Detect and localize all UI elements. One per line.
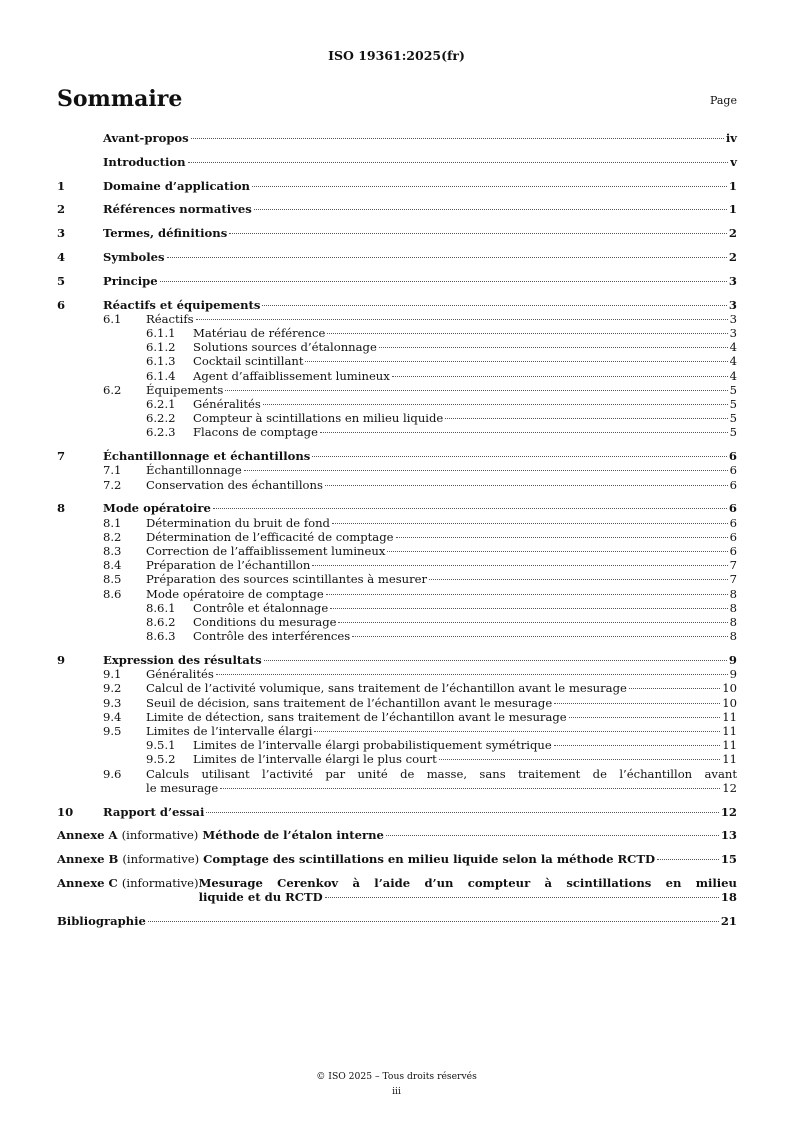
toc-title: Réactifs <box>146 311 194 326</box>
annex-heading <box>57 852 655 866</box>
dot-leader <box>167 257 727 258</box>
toc-entry-s6[interactable] <box>57 298 737 312</box>
toc-number: 8 <box>57 501 66 516</box>
dot-leader <box>554 745 721 746</box>
toc-entry-s9-5-2[interactable] <box>57 752 737 766</box>
toc-title: Détermination de l’efficacité de comptage <box>146 529 394 544</box>
toc-title: Échantillonnage <box>146 463 242 478</box>
dot-leader <box>263 404 728 405</box>
dot-leader <box>429 579 728 580</box>
toc-page: 6 <box>729 544 737 559</box>
toc-title: Domaine d’application <box>103 178 250 193</box>
toc-page: 5 <box>729 397 737 411</box>
document-header: ISO 19361:2025(fr) <box>328 48 465 63</box>
dot-leader <box>264 660 727 661</box>
toc-page: 3 <box>728 297 737 312</box>
toc-title: Contrôle et étalonnage <box>193 600 329 615</box>
toc-number: 5 <box>57 273 66 288</box>
toc-page: 21 <box>720 914 737 929</box>
dot-leader <box>254 209 727 210</box>
page-footer <box>0 1069 793 1099</box>
title-row <box>57 86 737 114</box>
toc-entry-s7-2[interactable] <box>57 478 737 492</box>
toc-page: 12 <box>720 804 737 819</box>
dot-leader <box>312 456 727 457</box>
toc-title: Matériau de référence <box>193 325 326 340</box>
toc-title: Conservation des échantillons <box>146 477 323 492</box>
toc-page: 6 <box>728 449 737 464</box>
toc-entry-s8-6-2[interactable] <box>57 615 737 629</box>
toc-title: Références normatives <box>103 202 252 217</box>
toc-number: 9.5.1 <box>146 738 176 753</box>
toc-entry-s9-4[interactable] <box>57 710 737 724</box>
toc-page: 9 <box>728 653 737 668</box>
toc-page: 1 <box>728 178 737 193</box>
toc-page: 4 <box>729 368 737 383</box>
dot-leader <box>396 537 728 538</box>
table-of-contents <box>57 123 737 928</box>
toc-page: 3 <box>729 325 737 340</box>
toc-title: Comptage des scintillations en milieu liquide selon la méthode RCTD <box>203 852 656 867</box>
dot-leader <box>325 897 719 898</box>
toc-entry-s9-6[interactable] <box>57 767 737 795</box>
toc-title: Calcul de l’activité volumique, sans traitement de l’échantillon avant le mesurage <box>146 681 627 696</box>
toc-title: Contrôle des interférences <box>193 629 351 644</box>
toc-title: Préparation des sources scintillantes à mesurer <box>146 572 428 587</box>
toc-page: iv <box>725 131 737 145</box>
toc-title: Seuil de décision, sans traitement de l’échantillon avant le mesurage <box>146 695 553 710</box>
toc-page: 8 <box>729 615 737 630</box>
toc-page: 4 <box>729 354 737 369</box>
toc-page: 6 <box>729 529 737 544</box>
toc-entry-s8-5[interactable] <box>57 572 737 586</box>
toc-title: Limites de l’intervalle élargi probabilistiquement symétrique <box>193 738 552 753</box>
dot-leader <box>332 523 728 524</box>
toc-page: 6 <box>729 463 737 478</box>
toc-entry-s10[interactable] <box>57 805 737 819</box>
toc-page: 13 <box>720 828 737 843</box>
dot-leader <box>191 138 724 139</box>
toc-entry-s8-6-1[interactable] <box>57 601 737 615</box>
toc-entry-s6-2-3[interactable] <box>57 425 737 439</box>
toc-title-line-1: Calculs utilisant l’activité par unité de masse, sans traitement de l’échantillon avant <box>146 766 737 781</box>
toc-title: Agent d’affaiblissement lumineux <box>193 368 390 383</box>
annex-type: (informative) <box>122 852 200 867</box>
toc-number: 8.3 <box>103 544 122 559</box>
toc-number: 8.2 <box>103 529 122 544</box>
copyright-notice: © ISO 2025 – Tous droits réservés <box>316 1071 477 1082</box>
toc-entry-bibliography[interactable] <box>57 914 737 928</box>
page-column-label: Page <box>709 94 737 107</box>
toc-entry-s6-1-3[interactable] <box>57 354 737 368</box>
toc-entry-s9-2[interactable] <box>57 681 737 695</box>
toc-title: Expression des résultats <box>103 653 262 668</box>
toc-page: 18 <box>720 890 737 905</box>
toc-title: Rapport d’essai <box>103 804 205 819</box>
toc-number: 1 <box>57 178 66 193</box>
toc-page: 2 <box>728 226 737 241</box>
toc-entry-annex-a[interactable] <box>57 828 737 842</box>
toc-number: 4 <box>57 249 66 264</box>
toc-entry-s9-3[interactable] <box>57 696 737 710</box>
dot-leader <box>320 432 728 433</box>
toc-number: 6.2 <box>103 382 122 397</box>
toc-title: Cocktail scintillant <box>193 354 304 369</box>
toc-title: Équipements <box>146 382 224 397</box>
toc-number: 6.2.1 <box>146 397 176 411</box>
toc-page: 3 <box>728 273 737 288</box>
toc-title: Introduction <box>103 154 186 169</box>
toc-page: 9 <box>729 667 737 682</box>
toc-page: 6 <box>729 477 737 492</box>
toc-title: Méthode de l’étalon interne <box>202 828 384 843</box>
toc-number: 6.1.4 <box>146 368 176 383</box>
dot-leader <box>252 186 727 187</box>
toc-entry-s2[interactable] <box>57 202 737 216</box>
dot-leader <box>327 333 727 334</box>
toc-title: Détermination du bruit de fond <box>146 515 330 530</box>
dot-leader <box>325 485 728 486</box>
toc-entry-s8-4[interactable] <box>57 558 737 572</box>
annex-label: Annexe B <box>57 852 119 867</box>
toc-page: 2 <box>728 249 737 264</box>
dot-leader <box>439 759 720 760</box>
toc-entry-s6-1[interactable] <box>57 312 737 326</box>
dot-leader <box>196 319 728 320</box>
dot-leader <box>220 788 720 789</box>
toc-title-line-1: Mesurage Cerenkov à l’aide d’un compteur à scintillations en milieu <box>198 876 737 891</box>
toc-entry-s6-2-1[interactable] <box>57 397 737 411</box>
toc-number: 6.1.2 <box>146 340 176 355</box>
dot-leader <box>206 812 719 813</box>
toc-page: 6 <box>728 501 737 516</box>
toc-page: v <box>730 154 737 169</box>
toc-number: 9 <box>57 653 66 668</box>
dot-leader <box>305 361 727 362</box>
dot-leader <box>216 674 728 675</box>
toc-page: 12 <box>722 780 737 795</box>
toc-entry-s9-5-1[interactable] <box>57 738 737 752</box>
page-number: iii <box>392 1086 401 1097</box>
dot-leader <box>657 859 719 860</box>
toc-entry-s8[interactable] <box>57 501 737 515</box>
toc-page: 7 <box>729 572 737 587</box>
toc-number: 8.6.2 <box>146 615 176 630</box>
dot-leader <box>379 347 728 348</box>
toc-page: 8 <box>729 586 737 601</box>
toc-number: 2 <box>57 202 66 217</box>
toc-entry-annex-b[interactable] <box>57 852 737 866</box>
toc-title: Échantillonnage et échantillons <box>103 449 311 464</box>
toc-number: 6.1.3 <box>146 354 176 369</box>
toc-number: 9.4 <box>103 709 122 724</box>
annex-heading <box>57 876 199 890</box>
dot-leader <box>244 470 728 471</box>
toc-number: 10 <box>57 804 74 819</box>
toc-entry-s7[interactable] <box>57 449 737 463</box>
toc-title: Conditions du mesurage <box>193 615 337 630</box>
toc-number: 8.5 <box>103 572 122 587</box>
toc-page: 1 <box>728 202 737 217</box>
toc-page: 5 <box>729 425 737 440</box>
toc-entry-s3[interactable] <box>57 226 737 240</box>
dot-leader <box>338 622 727 623</box>
toc-page: 8 <box>729 629 737 644</box>
dot-leader <box>569 717 721 718</box>
toc-number: 8.6.1 <box>146 600 176 615</box>
toc-entry-s6-1-1[interactable] <box>57 326 737 340</box>
toc-entry-s8-3[interactable] <box>57 544 737 558</box>
toc-entry-s4[interactable] <box>57 250 737 264</box>
dot-leader <box>229 233 727 234</box>
dot-leader <box>188 162 729 163</box>
toc-entry-avant[interactable] <box>57 131 737 145</box>
toc-number: 6.2.3 <box>146 425 176 440</box>
toc-entry-s6-2[interactable] <box>57 383 737 397</box>
toc-title: Généralités <box>193 397 261 411</box>
toc-title-line-2-row <box>146 781 737 795</box>
dot-leader <box>352 636 727 637</box>
toc-number: 7.1 <box>103 463 122 478</box>
page-title: Sommaire <box>57 86 183 112</box>
toc-entry-s8-6-3[interactable] <box>57 629 737 643</box>
toc-number: 9.3 <box>103 695 122 710</box>
annex-label: Annexe A <box>57 828 118 843</box>
toc-page: 4 <box>729 340 737 355</box>
toc-page: 11 <box>722 738 737 753</box>
toc-title: Correction de l’affaiblissement lumineux <box>146 544 386 559</box>
toc-title: Solutions sources d’étalonnage <box>193 340 377 355</box>
toc-page: 11 <box>722 724 737 739</box>
dot-leader <box>392 376 728 377</box>
dot-leader <box>387 551 727 552</box>
toc-number: 9.1 <box>103 667 122 682</box>
toc-number: 9.5 <box>103 724 122 739</box>
toc-page: 15 <box>720 852 737 867</box>
toc-page: 8 <box>729 600 737 615</box>
dot-leader <box>213 508 727 509</box>
dot-leader <box>148 921 719 922</box>
annex-type: (informative) <box>121 876 199 891</box>
toc-title: Réactifs et équipements <box>103 297 261 312</box>
toc-entry-s6-1-4[interactable] <box>57 369 737 383</box>
toc-entry-s9-5[interactable] <box>57 724 737 738</box>
dot-leader <box>326 594 728 595</box>
toc-page: 5 <box>729 411 737 426</box>
toc-entry-s6-2-2[interactable] <box>57 411 737 425</box>
dot-leader <box>445 418 727 419</box>
toc-page: 3 <box>729 311 737 326</box>
toc-number: 6.1.1 <box>146 325 176 340</box>
toc-entry-s8-1[interactable] <box>57 516 737 530</box>
toc-page: 10 <box>722 695 737 710</box>
toc-title-line-2: liquide et du RCTD <box>198 890 323 905</box>
toc-number: 8.6 <box>103 586 122 601</box>
toc-title: Généralités <box>146 667 214 682</box>
annex-type: (informative) <box>121 828 199 843</box>
dot-leader <box>386 835 719 836</box>
toc-number: 3 <box>57 226 66 241</box>
toc-number: 9.6 <box>103 766 122 781</box>
toc-title: Symboles <box>103 249 165 264</box>
toc-title: Mode opératoire de comptage <box>146 586 324 601</box>
toc-number: 9.2 <box>103 681 122 696</box>
toc-page: 11 <box>722 752 737 767</box>
toc-entry-s7-1[interactable] <box>57 463 737 477</box>
toc-entry-s5[interactable] <box>57 274 737 288</box>
toc-entry-s6-1-2[interactable] <box>57 340 737 354</box>
toc-title: Limite de détection, sans traitement de l’échantillon avant le mesurage <box>146 709 567 724</box>
dot-leader <box>312 565 727 566</box>
toc-entry-s9[interactable] <box>57 653 737 667</box>
toc-page: 7 <box>729 558 737 573</box>
dot-leader <box>330 608 727 609</box>
toc-number: 9.5.2 <box>146 752 176 767</box>
dot-leader <box>262 305 727 306</box>
toc-title: Bibliographie <box>57 914 146 929</box>
toc-page: 11 <box>722 709 737 724</box>
dot-leader <box>554 703 720 704</box>
toc-page: 5 <box>729 382 737 397</box>
toc-number: 7 <box>57 449 66 464</box>
dot-leader <box>160 281 727 282</box>
toc-number: 8.4 <box>103 558 122 573</box>
toc-entry-s8-6[interactable] <box>57 587 737 601</box>
toc-entry-s9-1[interactable] <box>57 667 737 681</box>
toc-number: 6.2.2 <box>146 411 176 426</box>
toc-number: 6.1 <box>103 311 122 326</box>
dot-leader <box>314 731 720 732</box>
toc-number: 6 <box>57 297 66 312</box>
toc-entry-s1[interactable] <box>57 179 737 193</box>
toc-title: Limites de l’intervalle élargi le plus court <box>193 752 437 767</box>
annex-heading <box>57 828 384 842</box>
toc-title: Avant-propos <box>103 131 189 145</box>
toc-title-line-2-row <box>199 890 737 904</box>
toc-title-line-2: le mesurage <box>146 780 219 795</box>
annex-label: Annexe C <box>57 876 118 891</box>
toc-entry-s8-2[interactable] <box>57 530 737 544</box>
toc-title: Termes, définitions <box>103 226 228 241</box>
dot-leader <box>629 688 720 689</box>
toc-page: 10 <box>722 681 737 696</box>
toc-page: 6 <box>729 515 737 530</box>
toc-title: Principe <box>103 273 158 288</box>
toc-title: Préparation de l’échantillon <box>146 558 311 573</box>
toc-title-block <box>199 876 737 904</box>
toc-title: Limites de l’intervalle élargi <box>146 724 313 739</box>
toc-title: Compteur à scintillations en milieu liquide <box>193 411 444 426</box>
toc-title-block <box>146 767 737 795</box>
toc-title: Mode opératoire <box>103 501 211 516</box>
toc-number: 8.1 <box>103 515 122 530</box>
toc-number: 8.6.3 <box>146 629 176 644</box>
toc-number: 7.2 <box>103 477 122 492</box>
toc-title: Flacons de comptage <box>193 425 318 440</box>
dot-leader <box>225 390 727 391</box>
toc-entry-intro[interactable] <box>57 155 737 169</box>
toc-entry-annex-c[interactable] <box>57 876 737 904</box>
